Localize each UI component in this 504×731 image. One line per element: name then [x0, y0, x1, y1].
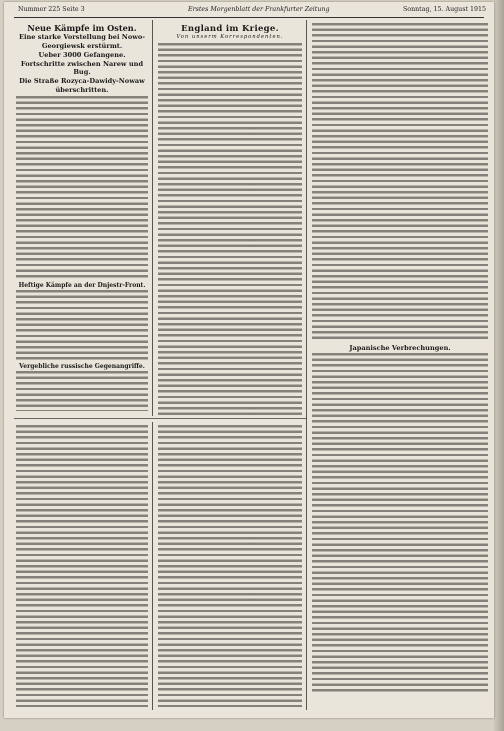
header-date: Sonntag, 15. August 1915 [402, 6, 486, 13]
article-text [16, 290, 148, 360]
subhead-2: Georgiewsk erstürmt. [41, 42, 123, 51]
article-text [16, 96, 148, 216]
headline-neue-kaempfe: Neue Kämpfe im Osten. [27, 23, 137, 33]
section-rule [14, 418, 306, 419]
headline-england-im-kriege: England im Kriege. [181, 24, 279, 34]
article-text [16, 219, 148, 279]
newspaper-page [4, 2, 494, 718]
byline: Von unserm Korrespondenten. [176, 34, 284, 40]
column-right [312, 22, 488, 710]
section-heading-gegenangriffe: Vergebliche russische Gegenangriffe. [19, 362, 145, 370]
column-rule-1 [152, 20, 153, 416]
article-text [16, 425, 148, 707]
header-rule [14, 17, 484, 18]
article-text [312, 23, 488, 341]
column-rule-2 [306, 20, 307, 710]
article-text [158, 43, 302, 415]
article-text [16, 371, 148, 411]
column-left-bottom [16, 424, 148, 710]
subhead-5: Die Straße Rozyca-Dawidy-Nowaw [19, 76, 145, 85]
article-text [158, 425, 302, 707]
subhead-6: überschritten. [55, 85, 109, 94]
subhead-4: Fortschritte zwischen Narew und Bug. [20, 60, 144, 77]
section-heading-dnjestr: Heftige Kämpfe an der Dnjestr-Front. [18, 281, 146, 289]
page-edge [494, 0, 504, 731]
header-masthead: Erstes Morgenblatt der Frankfurter Zeitung [188, 6, 330, 13]
subhead-3: Ueber 3000 Gefangene. [38, 51, 126, 60]
column-left-top [16, 22, 148, 416]
column-middle-top [158, 22, 302, 416]
section-heading-japanische: Japanische Verbrechungen. [349, 344, 451, 352]
column-middle-bottom [158, 424, 302, 710]
header-page-number: Nummer 225 Seite 3 [18, 6, 85, 13]
column-rule-3 [152, 422, 153, 710]
article-text [312, 353, 488, 693]
subhead-1: Eine starke Vorstellung bei Nowo- [18, 33, 146, 42]
